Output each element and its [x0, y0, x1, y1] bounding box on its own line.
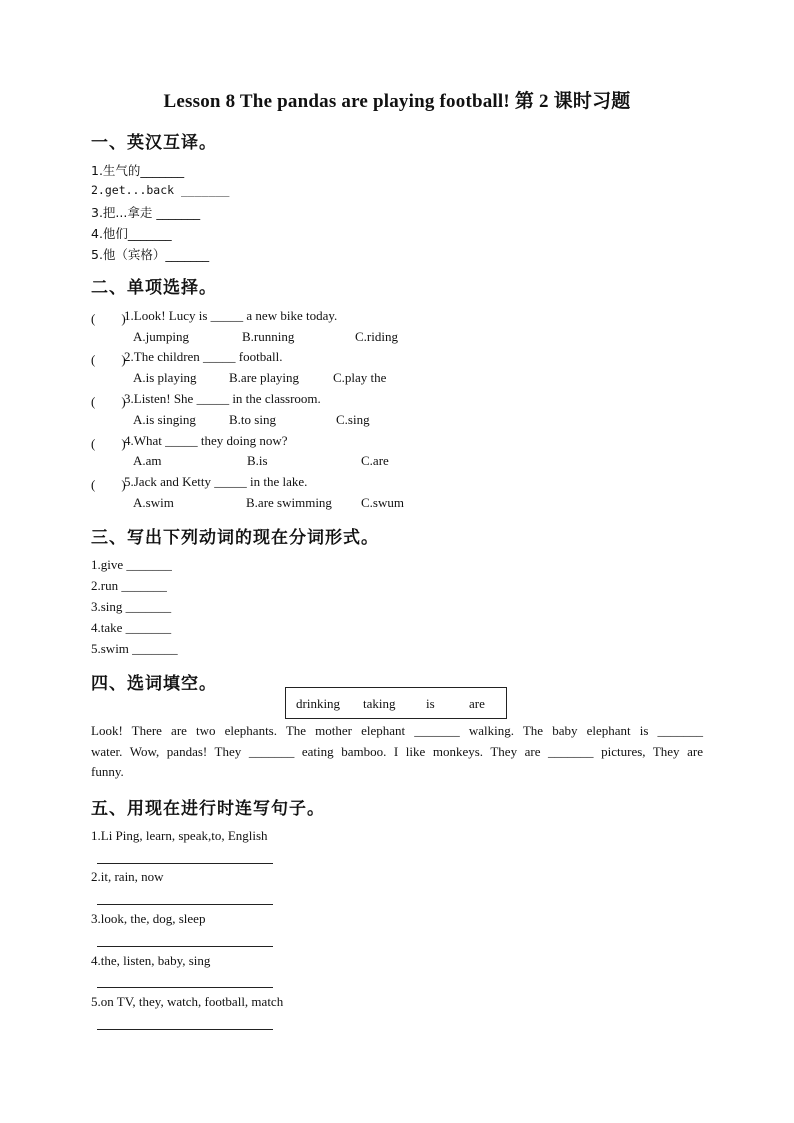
option-a: A.jumping: [133, 329, 189, 344]
section-heading-translate: 一、英汉互译。: [91, 133, 217, 153]
option-b: B.are playing: [229, 370, 300, 385]
answer-line: [97, 1029, 273, 1030]
answer-bracket: ( ): [91, 394, 126, 409]
question-text: 3.Listen! She _____ in the classroom.: [124, 391, 321, 406]
answer-bracket: ( ): [91, 477, 126, 492]
translate-item: 4.他们_______: [91, 226, 172, 241]
option-a: A.am: [133, 453, 162, 468]
question-text: 1.Look! Lucy is _____ a new bike today.: [124, 308, 338, 323]
option-b: B.are swimming: [246, 495, 332, 510]
answer-bracket: ( ): [91, 311, 126, 326]
option-a: A.is singing: [133, 412, 196, 427]
participle-item: 5.swim _______: [91, 641, 178, 656]
sentence-prompt: 1.Li Ping, learn, speak,to, English: [91, 828, 268, 843]
word-bank-box: [285, 687, 507, 719]
question-text: 2.The children _____ football.: [124, 349, 283, 364]
answer-line: [97, 863, 273, 864]
passage-line: water. Wow, pandas! They _______ eating bamboo. I like monkeys. They are _______ pictures, They are: [91, 743, 703, 759]
fill-passage: [91, 721, 703, 783]
sentence-prompt: 4.the, listen, baby, sing: [91, 953, 211, 968]
word-bank-word: drinking: [296, 696, 341, 711]
question-text: 5.Jack and Ketty _____ in the lake.: [124, 474, 308, 489]
participle-item: 3.sing _______: [91, 599, 172, 614]
sentence-prompt: 3.look, the, dog, sleep: [91, 911, 206, 926]
question-text: 4.What _____ they doing now?: [124, 433, 288, 448]
sentence-prompt: 2.it, rain, now: [91, 869, 164, 884]
participle-item: 4.take _______: [91, 620, 172, 635]
answer-bracket: ( ): [91, 352, 126, 367]
section-heading-choice: 二、单项选择。: [91, 278, 217, 298]
option-b: B.running: [242, 329, 295, 344]
answer-line: [97, 946, 273, 947]
option-a: A.is playing: [133, 370, 197, 385]
answer-line: [97, 904, 273, 905]
word-bank-word: are: [469, 696, 485, 711]
translate-item: 2.get...back _______: [91, 183, 230, 197]
option-c: C.play the: [333, 370, 387, 385]
option-b: B.is: [247, 453, 268, 468]
page-title: Lesson 8 The pandas are playing football! 第 2 课时习题: [163, 91, 631, 112]
option-c: C.swum: [361, 495, 404, 510]
translate-item: 5.他（宾格）_______: [91, 247, 210, 262]
answer-line: [97, 987, 273, 988]
option-c: C.riding: [355, 329, 398, 344]
section-heading-sentences: 五、用现在进行时连写句子。: [91, 799, 325, 819]
participle-item: 2.run _______: [91, 578, 167, 593]
sentence-prompt: 5.on TV, they, watch, football, match: [91, 994, 284, 1009]
option-a: A.swim: [133, 495, 174, 510]
section-heading-participle: 三、写出下列动词的现在分词形式。: [91, 528, 379, 548]
option-c: C.sing: [336, 412, 370, 427]
passage-line: funny.: [91, 764, 124, 779]
section-heading-fill: 四、选词填空。: [91, 674, 217, 694]
word-bank-word: taking: [363, 696, 396, 711]
option-c: C.are: [361, 453, 389, 468]
translate-item: 1.生气的_______: [91, 163, 185, 178]
passage-line: Look! There are two elephants. The mother elephant _______ walking. The baby elephant is _______: [91, 723, 703, 738]
option-b: B.to sing: [229, 412, 276, 427]
translate-item: 3.把...拿走 _______: [91, 205, 201, 220]
participle-item: 1.give _______: [91, 557, 172, 572]
answer-bracket: ( ): [91, 436, 126, 451]
word-bank-word: is: [426, 696, 435, 711]
